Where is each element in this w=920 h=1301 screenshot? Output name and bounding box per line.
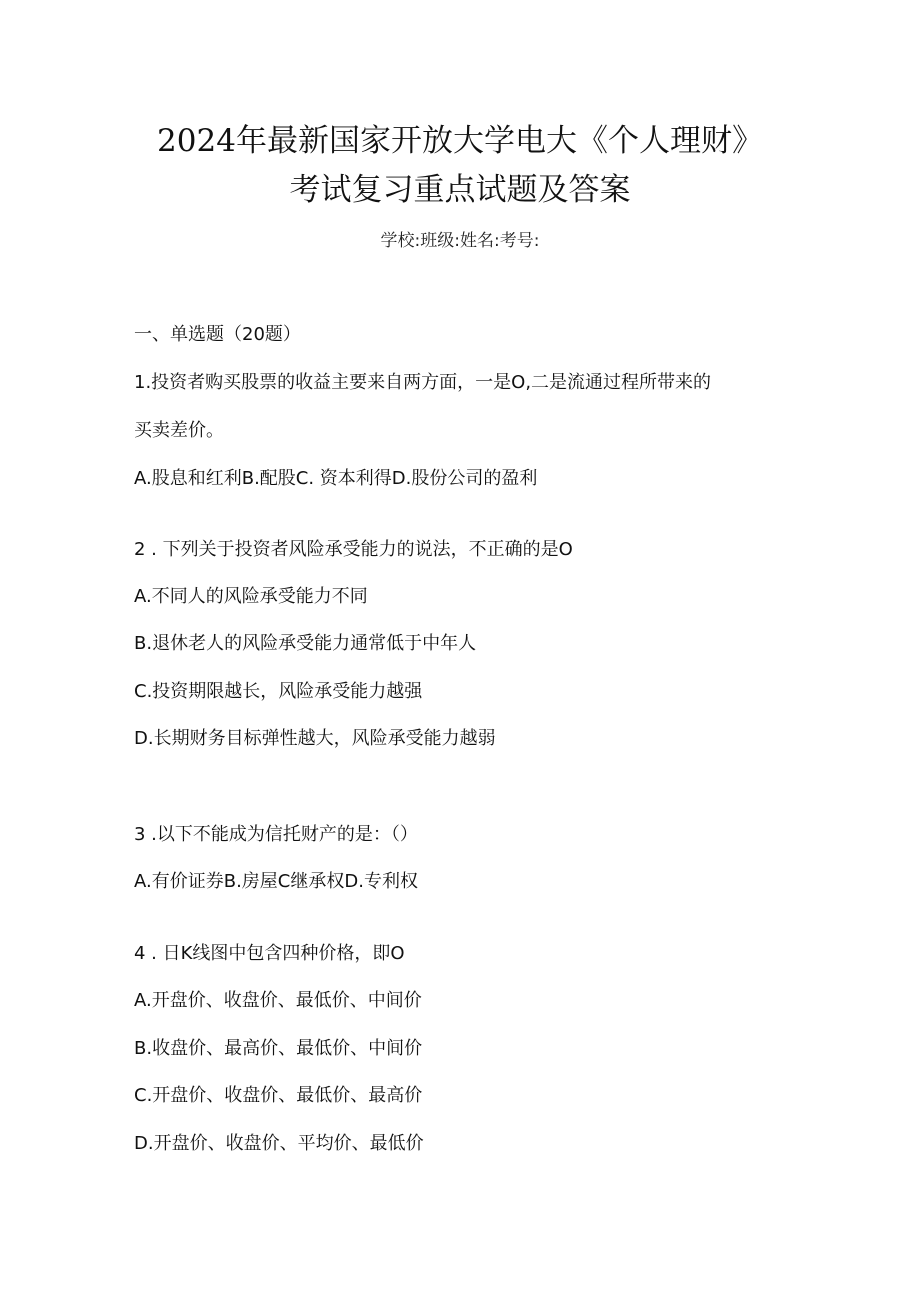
question-2-stem: 2 . 下列关于投资者风险承受能力的说法，不正确的是O: [134, 539, 573, 560]
question-4-option-d: D.开盘价、收盘价、平均价、最低价: [134, 1133, 424, 1154]
question-4-option-a: A.开盘价、收盘价、最低价、中间价: [134, 990, 422, 1011]
document-title-line-2: 考试复习重点试题及答案: [289, 172, 631, 208]
student-info-line: 学校:班级:姓名:考号:: [380, 231, 540, 251]
question-4-stem: 4 . 日K线图中包含四种价格，即O: [134, 943, 405, 964]
question-2-option-d: D.长期财务目标弹性越大，风险承受能力越弱: [134, 728, 496, 749]
question-2-option-c: C.投资期限越长，风险承受能力越强: [134, 681, 423, 702]
question-4-option-c: C.开盘价、收盘价、最低价、最高价: [134, 1085, 423, 1106]
question-1-options: A.股息和红利B.配股C. 资本利得D.股份公司的盈利: [134, 468, 538, 489]
section-heading: 一、单选题（20题）: [134, 324, 301, 345]
question-2-option-a: A.不同人的风险承受能力不同: [134, 586, 368, 607]
question-1-stem-line-2: 买卖差价。: [134, 420, 224, 441]
question-1-stem-line-1: 1.投资者购买股票的收益主要来自两方面，一是O,二是流通过程所带来的: [134, 372, 712, 393]
question-4-option-b: B.收盘价、最高价、最低价、中间价: [134, 1038, 423, 1059]
question-3-options: A.有价证券B.房屋C继承权D.专利权: [134, 871, 418, 892]
question-2-option-b: B.退休老人的风险承受能力通常低于中年人: [134, 633, 477, 654]
document-title-line-1: 2024年最新国家开放大学电大《个人理财》: [157, 123, 763, 159]
question-3-stem: 3 .以下不能成为信托财产的是：（）: [134, 824, 418, 845]
